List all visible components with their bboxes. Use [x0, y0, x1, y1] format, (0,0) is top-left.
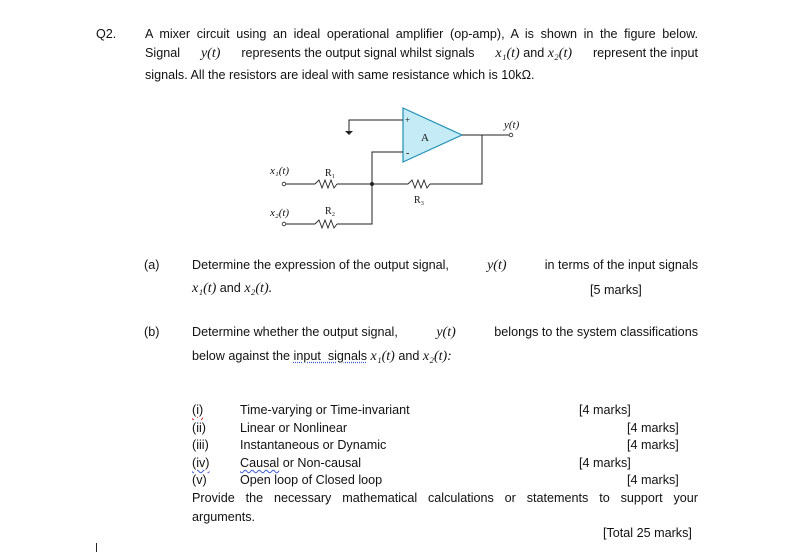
- question-number: Q2.: [96, 27, 117, 41]
- math-y-t: y(t): [200, 46, 221, 61]
- intro-text-signal: Signal: [145, 46, 181, 60]
- question-intro-line3: signals. All the resistors are ideal with same resistance which is 10kΩ.: [145, 68, 535, 82]
- item-iv-text: [240, 456, 361, 470]
- resistor-r3-icon: [408, 180, 430, 188]
- item-iv-causal: Causal: [240, 456, 280, 470]
- resistor-r2-icon: [315, 220, 337, 228]
- item-iv-marks: [4 marks]: [579, 456, 631, 470]
- part-a-text-in-terms: in terms of the input signals: [544, 258, 698, 272]
- text-cursor: [96, 543, 97, 552]
- part-b-text-belongs: belongs to the system classifications: [494, 325, 698, 339]
- input2-terminal: [282, 222, 286, 226]
- intro-text-represent-input: represent the input: [592, 46, 698, 60]
- math-x2-t: x₂(t): [547, 46, 572, 61]
- part-a-line2: [192, 281, 272, 297]
- plus-input-wire: [349, 120, 403, 133]
- part-b-text-determine: Determine whether the output signal,: [192, 325, 398, 339]
- r3-label: R₃: [414, 195, 425, 206]
- mixer-circuit-diagram: [270, 100, 530, 235]
- provide-line2: arguments.: [192, 510, 255, 524]
- r2-label: R₂: [325, 206, 336, 217]
- opamp-plus: +: [405, 115, 411, 125]
- question-intro-line1: A mixer circuit using an ideal operational amplifier (op-amp), A is shown in the figure below.: [145, 27, 698, 41]
- question-intro-line2: [145, 46, 698, 62]
- item-iii-number: (iii): [192, 438, 209, 452]
- r1-label: R₁: [325, 168, 336, 179]
- item-i-number: (i): [192, 403, 204, 417]
- part-b-text-below: below against the: [192, 349, 291, 363]
- part-b-text-and: and: [398, 349, 420, 363]
- math-x2-t: x₂(t).: [244, 281, 273, 296]
- item-v-number: (v): [192, 473, 207, 487]
- part-a-text-and: and: [219, 281, 241, 295]
- item-iii-text: Instantaneous or Dynamic: [240, 438, 387, 452]
- part-a-label: (a): [144, 258, 160, 272]
- math-x1-t: x₁(t): [370, 349, 395, 364]
- opamp-minus: -: [406, 148, 410, 159]
- math-y-t: y(t): [436, 325, 456, 340]
- item-ii-number: (ii): [192, 421, 206, 435]
- item-iii-marks: [4 marks]: [627, 438, 679, 452]
- output-terminal: [509, 133, 513, 137]
- output-label: y(t): [504, 119, 520, 131]
- total-marks: [Total 25 marks]: [603, 526, 692, 540]
- item-ii-text: Linear or Nonlinear: [240, 421, 348, 435]
- math-x1-t: x₁(t): [192, 281, 217, 296]
- input2-label: x₂(t): [270, 207, 290, 219]
- resistor-r1-icon: [315, 180, 337, 188]
- part-b-input-signals: input signals: [293, 349, 368, 363]
- intro-text-represents: represents the output signal whilst signals: [241, 46, 475, 60]
- math-x2-t: x₂(t):: [422, 349, 452, 364]
- opamp-triangle: [403, 108, 462, 162]
- provide-line1: Provide the necessary mathematical calculations or statements to support your: [192, 491, 698, 505]
- part-a-marks: [5 marks]: [590, 283, 642, 297]
- opamp-label: A: [421, 132, 429, 144]
- part-a-text-determine: Determine the expression of the output signal,: [192, 258, 449, 272]
- intro-text-and: and: [523, 46, 545, 60]
- math-y-t: y(t): [487, 258, 507, 273]
- part-a-line1: [192, 258, 698, 274]
- minus-input-wire: [372, 152, 403, 184]
- r2-to-node-wire: [337, 184, 372, 224]
- input1-terminal: [282, 182, 286, 186]
- part-b-label: (b): [144, 325, 160, 339]
- part-b-line2: [192, 349, 452, 365]
- part-b-line1: [192, 325, 698, 341]
- item-iv-rest: or Non-causal: [282, 456, 362, 470]
- math-x1-t: x₁(t): [495, 46, 520, 61]
- item-iv-number: (iv): [192, 456, 210, 470]
- ground-symbol-icon: [345, 131, 353, 135]
- item-v-text: Open loop of Closed loop: [240, 473, 383, 487]
- item-i-text: Time-varying or Time-invariant: [240, 403, 410, 417]
- item-ii-marks: [4 marks]: [627, 421, 679, 435]
- input1-label: x₁(t): [270, 165, 290, 177]
- item-v-marks: [4 marks]: [627, 473, 679, 487]
- item-i-marks: [4 marks]: [579, 403, 631, 417]
